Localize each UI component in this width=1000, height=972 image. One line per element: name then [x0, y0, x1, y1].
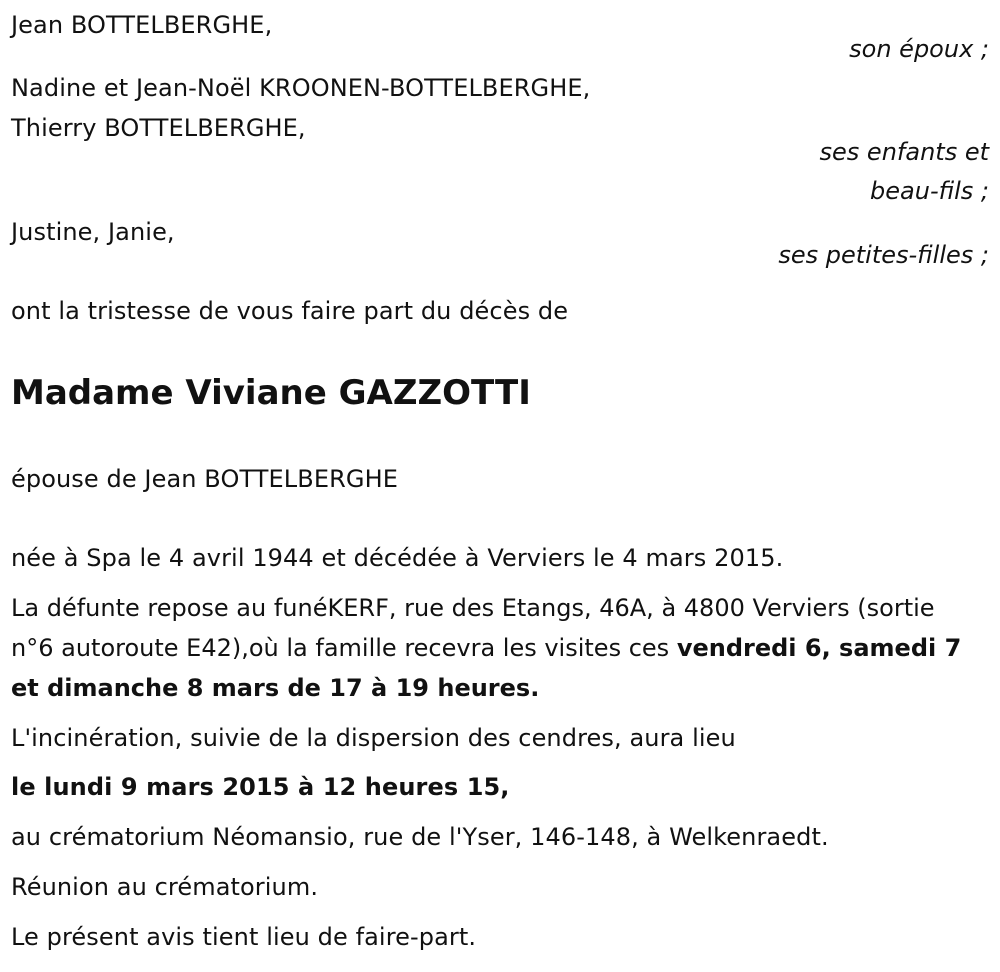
deceased-name: Madame Viviane GAZZOTTI	[11, 373, 531, 413]
grandchildren-name: Justine, Janie,	[11, 218, 175, 246]
spouse-relation: son époux ;	[849, 35, 989, 63]
birth-death-dates: née à Spa le 4 avril 1944 et décédée à Verviers le 4 mars 2015.	[11, 544, 784, 572]
visitation-paragraph	[11, 588, 971, 708]
visitation-text: La défunte repose au funéKERF, rue des Etangs, 46A, à 4800 Verviers (sortie n°6 autoroute E42),où la famille recevra les visites ces	[11, 594, 935, 662]
cremation-date: le lundi 9 mars 2015 à 12 heures 15,	[11, 773, 510, 801]
cremation-intro: L'incinération, suivie de la dispersion des cendres, aura lieu	[11, 724, 736, 752]
visitation-times: vendredi 6, samedi 7 et dimanche 8 mars de 17 à 19 heures.	[11, 634, 962, 702]
reunion-info: Réunion au crématorium.	[11, 873, 319, 901]
spouse-of: épouse de Jean BOTTELBERGHE	[11, 465, 398, 493]
children-relation-line-2: beau-fils ;	[870, 177, 989, 205]
grandchildren-relation: ses petites-filles ;	[778, 241, 989, 269]
children-relation-line-1: ses enfants et	[819, 138, 989, 166]
spouse-name: Jean BOTTELBERGHE,	[11, 11, 273, 39]
announcement-intro: ont la tristesse de vous faire part du décès de	[11, 297, 569, 325]
children-line-1: Nadine et Jean-Noël KROONEN-BOTTELBERGHE,	[11, 74, 591, 102]
children-line-2: Thierry BOTTELBERGHE,	[11, 114, 306, 142]
crematorium-address: au crématorium Néomansio, rue de l'Yser, 146-148, à Welkenraedt.	[11, 823, 829, 851]
notice-statement: Le présent avis tient lieu de faire-part.	[11, 923, 477, 951]
